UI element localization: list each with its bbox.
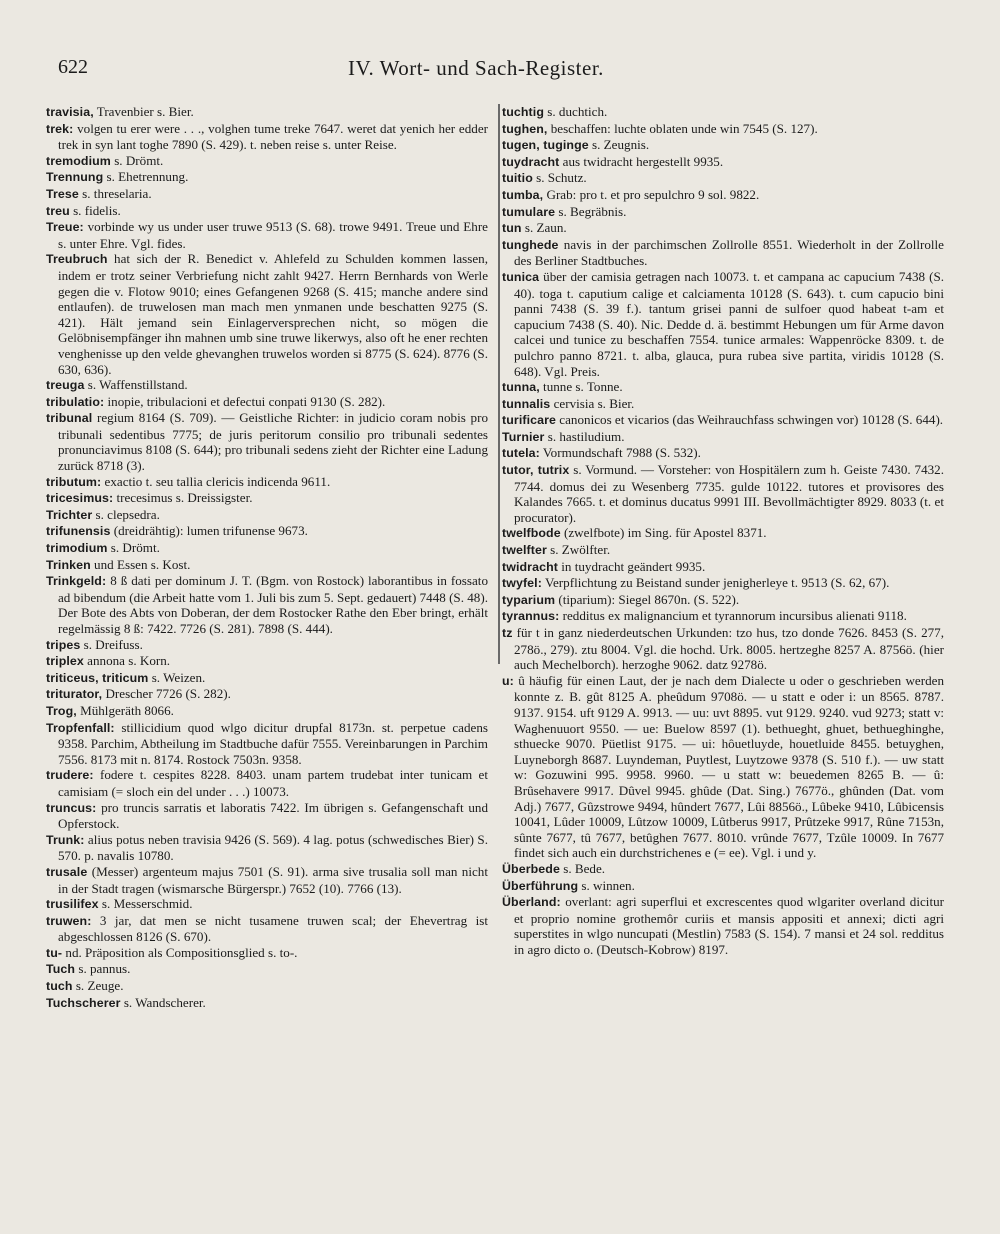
page-number: 622 bbox=[58, 56, 88, 78]
entry-headword: Überland: bbox=[502, 895, 561, 910]
register-entry bbox=[46, 153, 488, 170]
entry-text: s. threselaria. bbox=[78, 185, 152, 201]
register-entry bbox=[502, 429, 944, 446]
entry-text: Grab: pro t. et pro sepulchro 9 sol. 9822. bbox=[543, 186, 760, 202]
page-title: IV. Wort- und Sach-Register. bbox=[348, 56, 604, 80]
entry-text: fodere t. cespites 8228. 8403. unam partem trudebat inter tunicam et camisiam (= sloch ein del under . . .) 10073. bbox=[58, 767, 488, 799]
entry-headword: u: bbox=[502, 673, 514, 688]
entry-headword: Überführung bbox=[502, 878, 579, 893]
entry-text: stillicidium quod wlgo dicitur drupfal 8173n. st. perpetue cadens 9358. Parchim, Abtheilung im Stadtbuche dafür 7555. Vereinbarungen in Parchim 7556. 8173 mit n. 8174. Rostock 7503n. 9358. bbox=[58, 719, 488, 767]
entry-text: s. Messerschmid. bbox=[98, 896, 193, 912]
register-entry bbox=[502, 894, 944, 957]
register-entry bbox=[46, 864, 488, 896]
entry-text: s. Begräbnis. bbox=[555, 203, 627, 219]
entry-headword: treu bbox=[46, 203, 70, 218]
entry-headword: tunna, bbox=[502, 380, 540, 395]
register-entry bbox=[46, 800, 488, 832]
entry-headword: tz bbox=[502, 626, 513, 640]
entry-text: cervisia s. Bier. bbox=[550, 395, 635, 411]
entry-headword: tumba, bbox=[502, 187, 544, 202]
register-entry bbox=[46, 104, 488, 121]
register-entry bbox=[502, 525, 944, 542]
entry-headword: Tuchscherer bbox=[46, 995, 121, 1010]
register-entry bbox=[502, 104, 944, 121]
entry-text: s. Vormund. — Vorsteher: von Hospitälern zum h. Geiste 7430. 7432. 7744. domus dei zu Wesenberg 7735. gulde 10122. tutores et provisores des Kalandes 7665. t. et dominus ducatus 9991 III. Bevollmächtigter 8929. 8033 (t. et procurator). bbox=[514, 462, 945, 525]
register-entry bbox=[502, 673, 944, 861]
register-entry bbox=[502, 559, 944, 576]
entry-text: Drescher 7726 (S. 282). bbox=[102, 686, 231, 702]
entry-headword: trudere: bbox=[46, 768, 94, 783]
entry-headword: tremodium bbox=[46, 153, 111, 168]
entry-text: s. Dreifuss. bbox=[80, 636, 143, 652]
entry-headword: tuydracht bbox=[502, 154, 560, 169]
register-entry bbox=[46, 896, 488, 913]
entry-text: s. Weizen. bbox=[148, 669, 206, 685]
entry-text: trecesimus s. Dreissigster. bbox=[113, 490, 253, 506]
entry-headword: trimodium bbox=[46, 541, 108, 556]
entry-headword: typarium bbox=[502, 592, 556, 607]
register-entry bbox=[502, 575, 944, 592]
entry-text: s. fidelis. bbox=[69, 202, 121, 218]
register-entry bbox=[46, 394, 488, 411]
entry-text: volgen tu erer were . . ., volghen tume treke 7647. weret dat yenich her edder trek in syn lant toghe 7890 (S. 429). t. neben reise s. unter Reise. bbox=[58, 120, 488, 153]
entry-text: û häufig für einen Laut, der je nach dem Dialecte u oder o geschrieben werden konnte z. B. gût 8125 A. pheûdum 9708ö. — u statt e oder i: un 8565. 8787. 9137. 9154. uft 9129 A. 9913. — uu: uvt 8895. vut 9129. 9240. vud 9273; statt v: Waghenuuort 9550. — ue: Buelow 8597 (1). bethueght, ghuet, bethueghinghe, sthuecke 9070. Püetlist 9175. — ui: hôuetluyde, houetluide 8455. betuyghen, Luyneborgh 8687. Luyndeman, Puytlest, Luytzowe 9378 (S. 510 f.). — uw statt w: Gozuwini 995. 9958. 9960. — u statt w: beuedemen 8265 B. — û: Brûsehavere 9917. Dûvel 9945. ghûde (Dat. Sing.) 7677ö., ghûnden (Dat. vom Adj.) 7677, Gûzstrowe 9494, hûndert 7677, Lûi 8856ö., Lûbeke 9410, Lûbicensis 10041, Lûder 10009, Lûtzow 10009, Lûtberus 9917, Prûtzeke 9917, Rûne 7153n, sûnte 7677, tû 7677, betûghen 7677. 8010. vrûnde 7677, Tzûle 10009. In 7677 findet sich auch ein durchstrichenes e (= ee). Vgl. i und y. bbox=[513, 672, 944, 861]
register-entry bbox=[46, 720, 488, 768]
register-entry bbox=[46, 474, 488, 491]
entry-headword: turificare bbox=[502, 413, 557, 428]
register-entry bbox=[502, 412, 944, 429]
entry-text: exactio t. seu tallia clericis indicenda 9611. bbox=[101, 473, 331, 489]
entry-text: über der camisia getragen nach 10073. t. et campana ac capucium 7438 (S. 40). toga t. caputium calige et calciamenta 10128 (S. 643). t. cum capucio bini panni 7438 (S. 39 f.). tantum grisei panni de sulfoer quod habeat t-am et capucium 7438 (S. 40). Nic. Dedde d. ä. bestimmt Hebungen um für Arme davon calcei und tunice zu beschaffen 7554. tunice armales: Wappenröcke 8309. t. de pulchro panno 8721. t. alba, glauca, pura rubea sive partita, viridis 10128 (S. 648). Vgl. Preis. bbox=[514, 268, 944, 379]
entry-headword: travisia, bbox=[46, 105, 94, 119]
register-entry bbox=[46, 523, 488, 540]
register-entry bbox=[46, 670, 488, 687]
entry-headword: triturator, bbox=[46, 687, 103, 702]
entry-headword: twelfter bbox=[502, 543, 547, 558]
register-entry bbox=[502, 462, 944, 525]
entry-text: tunne s. Tonne. bbox=[539, 379, 623, 395]
entry-text: in tuydracht geändert 9935. bbox=[557, 558, 706, 574]
register-entry bbox=[46, 832, 488, 864]
entry-headword: tunnalis bbox=[502, 396, 551, 411]
entry-headword: tributum: bbox=[46, 474, 102, 489]
register-entry bbox=[46, 169, 488, 186]
register-entry bbox=[502, 170, 944, 187]
entry-text: redditus ex malignancium et tyrannorum incursibus alienati 9118. bbox=[559, 608, 907, 624]
entry-text: s. hastiludium. bbox=[544, 428, 625, 444]
register-entry bbox=[502, 542, 944, 559]
right-column bbox=[496, 104, 944, 957]
register-entry bbox=[46, 978, 488, 995]
entry-text: s. duchtich. bbox=[544, 104, 608, 119]
entry-text: s. Bede. bbox=[559, 860, 606, 876]
register-entry bbox=[46, 961, 488, 978]
register-entry bbox=[46, 913, 488, 945]
entry-headword: Trinkgeld: bbox=[46, 574, 107, 589]
entry-text: s. Waffenstillstand. bbox=[84, 377, 188, 393]
entry-text: s. Wandscherer. bbox=[120, 994, 206, 1010]
register-entry bbox=[46, 410, 488, 473]
entry-headword: tunica bbox=[502, 269, 540, 284]
entry-headword: trusilifex bbox=[46, 897, 99, 912]
register-entry bbox=[46, 203, 488, 220]
entry-headword: tu- bbox=[46, 945, 63, 960]
register-entry bbox=[502, 861, 944, 878]
register-entry bbox=[46, 121, 488, 153]
entry-text: regium 8164 (S. 709). — Geistliche Richter: in judicio coram nobis pro tribunali sedentibus 7775; de juris peritorum consilio pro tribunali sedentes pronunciavimus 8108 (S. 644); pro tribunali sedens zieht der Richter eine Ladung zurück 8718 (3). bbox=[58, 410, 488, 474]
entry-text: alius potus neben travisia 9426 (S. 569). 4 lag. potus (schwedisches Bier) S. 570. p. navalis 10780. bbox=[58, 831, 488, 864]
register-entry bbox=[502, 592, 944, 609]
entry-text: inopie, tribulacioni et defectui conpati 9130 (S. 282). bbox=[104, 393, 386, 409]
register-entry bbox=[46, 637, 488, 654]
entry-headword: treuga bbox=[46, 378, 85, 393]
entry-headword: Turnier bbox=[502, 429, 545, 444]
left-column bbox=[46, 104, 488, 1011]
entry-headword: tughen, bbox=[502, 121, 548, 136]
entry-text: annona s. Korn. bbox=[83, 653, 171, 669]
entry-headword: twelfbode bbox=[502, 526, 561, 541]
register-entry bbox=[46, 995, 488, 1012]
entry-headword: tugen, tuginge bbox=[502, 138, 589, 153]
entry-headword: Treubruch bbox=[46, 252, 108, 267]
register-entry bbox=[46, 653, 488, 670]
entry-text: s. Drömt. bbox=[107, 540, 160, 556]
register-entry bbox=[46, 490, 488, 507]
register-entry bbox=[46, 945, 488, 962]
entry-text: s. Zwölfter. bbox=[546, 542, 611, 558]
register-entry bbox=[46, 251, 488, 377]
register-entry bbox=[46, 703, 488, 720]
entry-headword: Trese bbox=[46, 186, 79, 201]
entry-text: (dreidrähtig): lumen trifunense 9673. bbox=[110, 523, 308, 539]
entry-headword: Überbede bbox=[502, 861, 560, 876]
entry-text: hat sich der R. Benedict v. Ahlefeld zu Schulden kommen lassen, indem er trotz seiner Verbriefung nicht zahlt 9427. Herrn Bernhards von Werle gegen die v. Flotow 9010; eines Gefangenen 9268 (S. 415; manche andere sind entlaufen). de truwelosen man mach men ynmanen unde beschatten 9275 (S. 421). Hält jemand sein Einlagerversprechen nicht, so mögen die Gelöbnisempfänger ihn mahnen umb sine truwe likerwys, also oft he ener rechten venghenisse up den velde ghevanghen truwelos worden si 8775 (S. 624). 8776 (S. 630, 636). bbox=[58, 251, 488, 377]
register-entry bbox=[502, 625, 944, 673]
register-entry bbox=[502, 204, 944, 221]
entry-text: Verpflichtung zu Beistand sunder jenigherleye t. 9513 (S. 62, 67). bbox=[541, 575, 890, 591]
entry-headword: triplex bbox=[46, 654, 84, 669]
entry-headword: tumulare bbox=[502, 204, 556, 219]
entry-text: s. Ehetrennung. bbox=[103, 169, 189, 185]
entry-text: für t in ganz niederdeutschen Urkunden: tzo hus, tzo donde 7626. 8453 (S. 277, 278ö., 279). ztu 8004. Vgl. die hochd. Urk. 8005. hertzeghe 8257 A. 8756ö. (hier auch Mechelborch). herzoghe 9062. datz 9278ö. bbox=[512, 625, 944, 673]
entry-text: 8 ß dati per dominum J. T. (Bgm. von Rostock) laborantibus in fossato ad bibendum (die Arbeit hatte vom 1. Juli bis zum 5. Sept. gedauert) 7448 (S. 48). Der Bote des Abts von Doberan, der dem Rostocker Rathe den Eber bringt, erhält regelmässig 8 ß: 7422. 7726 (S. 281). 7898 (S. 444). bbox=[58, 573, 488, 636]
register-entry bbox=[502, 396, 944, 413]
register-entry bbox=[502, 269, 944, 379]
entry-headword: tutela: bbox=[502, 446, 540, 461]
entry-text: s. Drömt. bbox=[110, 152, 164, 168]
entry-headword: tuitio bbox=[502, 171, 533, 186]
entry-text: pro truncis sarratis et laboratis 7422. Im übrigen s. Gefangenschaft und Opferstock. bbox=[58, 799, 488, 832]
entry-text: Travenbier s. Bier. bbox=[93, 104, 194, 119]
register-entry bbox=[46, 219, 488, 251]
entry-headword: trusale bbox=[46, 864, 88, 879]
entry-headword: tutor, tutrix bbox=[502, 463, 570, 478]
entry-text: beschaffen: luchte oblaten unde win 7545 (S. 127). bbox=[547, 120, 818, 136]
register-entry bbox=[502, 608, 944, 625]
entry-text: und Essen s. Kost. bbox=[90, 556, 191, 572]
entry-headword: truwen: bbox=[46, 913, 92, 928]
register-entry bbox=[502, 154, 944, 171]
entry-headword: tripes bbox=[46, 637, 81, 652]
entry-headword: trek: bbox=[46, 121, 74, 136]
entry-text: s. pannus. bbox=[75, 961, 131, 977]
register-entry bbox=[502, 121, 944, 138]
entry-text: overlant: agri superflui et excrescentes quod wlgariter overland dicitur et proprio nomine grothemôr curiis et mansis appositi et annexi; dicti agri superstites in wlgo nuncupati (Mestlin) 7583 (S. 154). 7 mansi et 24 sol. redditus in agro dicto o. (Deutsch-Kobrow) 8197. bbox=[514, 894, 944, 957]
entry-headword: twidracht bbox=[502, 559, 558, 574]
entry-headword: triticeus, triticum bbox=[46, 670, 149, 685]
entry-headword: tun bbox=[502, 221, 522, 236]
register-entry bbox=[46, 573, 488, 636]
entry-text: navis in der parchimschen Zollrolle 8551. Wiederholt in der Zollrolle des Berliner Stadtbuches. bbox=[514, 236, 944, 269]
entry-text: aus twidracht hergestellt 9935. bbox=[559, 153, 724, 169]
entry-headword: tunghede bbox=[502, 237, 559, 252]
entry-text: s. Schutz. bbox=[532, 170, 587, 186]
entry-headword: tuch bbox=[46, 979, 73, 994]
entry-headword: twyfel: bbox=[502, 576, 542, 591]
register-entry bbox=[46, 767, 488, 799]
entry-headword: Tropfenfall: bbox=[46, 720, 115, 735]
entry-text: (Messer) argenteum majus 7501 (S. 91). arma sive trusalia soll man nicht in der Stadt tragen (wismarsche Bürgerspr.) 7652 (10). 7766 (13). bbox=[58, 863, 488, 896]
entry-headword: tribulatio: bbox=[46, 394, 105, 409]
entry-headword: Trichter bbox=[46, 507, 93, 522]
entry-headword: tribunal bbox=[46, 411, 93, 426]
page-header bbox=[0, 56, 1000, 90]
entry-text: s. Zeuge. bbox=[72, 978, 124, 994]
entry-headword: Trinken bbox=[46, 557, 91, 572]
register-entry bbox=[502, 137, 944, 154]
entry-headword: truncus: bbox=[46, 800, 97, 815]
entry-headword: trifunensis bbox=[46, 524, 111, 539]
entry-text: 3 jar, dat men se nicht tusamene truwen scal; der Ehevertrag ist abgeschlossen 8126 (S. 670). bbox=[58, 912, 488, 945]
register-entry bbox=[502, 878, 944, 895]
entry-headword: Treue: bbox=[46, 220, 84, 235]
register-entry bbox=[46, 377, 488, 394]
register-entry bbox=[502, 220, 944, 237]
entry-headword: Trunk: bbox=[46, 832, 85, 847]
entry-headword: Tuch bbox=[46, 962, 76, 977]
entry-text: s. clepsedra. bbox=[92, 506, 160, 522]
entry-text: Vormundschaft 7988 (S. 532). bbox=[539, 445, 701, 461]
entry-text: (tiparium): Siegel 8670n. (S. 522). bbox=[555, 591, 740, 607]
entry-headword: tricesimus: bbox=[46, 491, 114, 506]
entry-text: s. winnen. bbox=[578, 877, 635, 893]
register-entry bbox=[46, 540, 488, 557]
register-entry bbox=[502, 379, 944, 396]
register-entry bbox=[502, 237, 944, 269]
entry-headword: Trennung bbox=[46, 170, 104, 185]
entry-text: Mühlgeräth 8066. bbox=[76, 702, 174, 718]
entry-text: (zwelfbote) im Sing. für Apostel 8371. bbox=[560, 525, 767, 541]
register-entry bbox=[46, 186, 488, 203]
register-entry bbox=[502, 187, 944, 204]
register-entry bbox=[46, 557, 488, 574]
register-entry bbox=[46, 686, 488, 703]
entry-headword: Trog, bbox=[46, 703, 77, 718]
entry-text: s. Zaun. bbox=[521, 220, 567, 236]
entry-headword: tuchtig bbox=[502, 105, 544, 119]
entry-text: nd. Präposition als Compositionsglied s. to-. bbox=[62, 944, 298, 960]
register-entry bbox=[502, 445, 944, 462]
entry-headword: tyrannus: bbox=[502, 609, 560, 624]
entry-text: vorbinde wy us under user truwe 9513 (S. 68). trowe 9491. Treue und Ehre s. unter Ehre. Vgl. fides. bbox=[58, 219, 488, 251]
register-entry bbox=[46, 507, 488, 524]
entry-text: canonicos et vicarios (das Weihrauchfass schwingen vor) 10128 (S. 644). bbox=[556, 412, 944, 428]
entry-text: s. Zeugnis. bbox=[588, 137, 650, 153]
